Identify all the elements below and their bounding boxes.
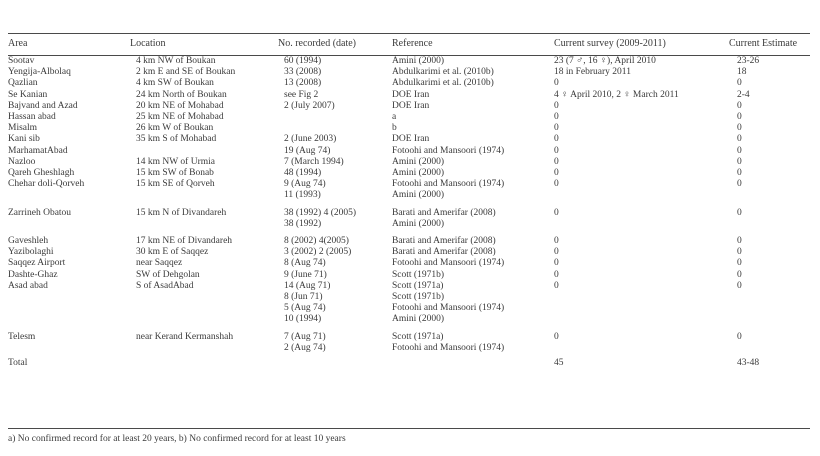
table-row [8,134,810,145]
cell-reference: a [392,112,397,123]
table-row [8,190,810,201]
table-row [8,247,810,258]
cell-area: Zarrineh Obatou [8,207,72,218]
header-current-survey: Current survey (2009-2011) [554,38,666,49]
cell-reference: Scott (1971a) [392,331,444,342]
cell-current-estimate: 0 [737,168,742,179]
cell-area: Nazloo [8,156,36,167]
cell-current-estimate: 23-26 [737,56,760,66]
cell-no-recorded: 33 (2008) [284,67,322,78]
cell-location [130,303,278,314]
total-cell-reference [392,354,554,369]
cell-current-estimate: 0 [737,269,742,280]
cell-location: 20 km NE of Mohabad [136,100,224,111]
cell-area [8,314,130,325]
cell-area: MarhamatAbad [8,145,68,156]
cell-current-estimate: 0 [737,112,742,123]
cell-location: S of AsadAbad [136,280,194,291]
cell-current-survey: 0 [554,280,559,291]
cell-no-recorded [278,123,392,134]
cell-location: 4 km SW of Boukan [136,78,214,89]
cell-reference: DOE Iran [392,134,430,145]
cell-no-recorded: 7 (March 1994) [284,156,344,167]
cell-current-survey: 0 [554,247,559,258]
cell-area: Asad abad [8,280,48,291]
cell-location: 15 km N of Divandareh [136,207,227,218]
cell-no-recorded [278,112,392,123]
cell-location: 35 km S of Mohabad [136,134,217,145]
cell-location [130,343,278,354]
cell-no-recorded: 7 (Aug 71) [284,331,326,342]
table-bottom-rule [8,428,810,429]
table-row [8,67,810,78]
cell-current-estimate: 18 [737,67,747,78]
cell-reference: Barati and Amerifar (2008) [392,236,496,247]
cell-reference: Fotoohi and Mansoori (1974) [392,303,505,314]
cell-current-survey: 0 [554,258,559,269]
cell-no-recorded: 38 (1992) [284,218,322,229]
table-row [8,78,810,89]
table-header [8,36,810,56]
cell-reference: Amini (2000) [392,168,444,179]
cell-location [130,190,278,201]
cell-area: Misalm [8,123,38,134]
cell-area: Chehar doli-Qorveh [8,179,85,190]
cell-current-survey [554,219,729,230]
table-row [8,292,810,303]
cell-current-survey: 0 [554,112,559,123]
cell-current-estimate [729,314,810,325]
header-current-estimate: Current Estimate [729,38,798,49]
total-cell-current-estimate: 43-48 [737,358,760,369]
table-row [8,146,810,157]
cell-no-recorded: 13 (2008) [284,78,322,89]
cell-reference: Abdulkarimi et al. (2010b) [392,67,494,78]
cell-location: 26 km W of Boukan [136,123,214,134]
cell-reference: Scott (1971b) [392,292,444,303]
cell-location: 2 km E and SE of Boukan [136,67,236,78]
cell-current-survey: 23 (7 ♂, 16 ♀), April 2010 [554,56,656,66]
cell-current-estimate: 0 [737,236,742,247]
cell-no-recorded: 2 (July 2007) [284,100,335,111]
cell-current-estimate: 0 [737,123,742,134]
cell-area: Bajvand and Azad [8,100,78,111]
cell-area: Saqqez Airport [8,258,66,269]
table-row [8,332,810,343]
table-row [8,208,810,219]
cell-reference: b [392,123,397,134]
cell-current-survey: 18 in February 2011 [554,67,631,78]
cell-area: Sootav [8,56,35,66]
cell-no-recorded: 8 (Jun 71) [284,292,323,303]
table-row [8,314,810,325]
total-cell-area: Total [8,358,28,369]
cell-reference: Scott (1971a) [392,280,444,291]
cell-area: Gaveshleh [8,236,49,247]
table-row [8,168,810,179]
table-top-rule [8,33,810,34]
cell-current-estimate: 0 [737,331,742,342]
cell-no-recorded: 2 (Aug 74) [284,342,326,353]
records-table [8,36,810,369]
cell-reference: Fotoohi and Mansoori (1974) [392,179,505,190]
table-row [8,101,810,112]
table-row [8,56,810,67]
table-row [8,90,810,101]
cell-current-survey [554,292,729,303]
cell-no-recorded: 8 (Aug 74) [284,258,326,269]
cell-reference: Amini (2000) [392,190,444,201]
cell-reference: DOE Iran [392,100,430,111]
cell-area: Qareh Gheshlagh [8,168,75,179]
cell-location: 25 km NE of Mohabad [136,112,224,123]
cell-location [130,146,278,157]
cell-current-estimate: 0 [737,258,742,269]
cell-no-recorded: 9 (June 71) [284,269,327,280]
cell-current-survey [554,190,729,201]
cell-current-estimate: 0 [737,78,742,89]
table-row [8,157,810,168]
table-row [8,281,810,292]
cell-current-estimate [729,343,810,354]
cell-current-survey: 0 [554,123,559,134]
cell-location: near Kerand Kermanshah [136,331,234,342]
cell-current-survey: 0 [554,100,559,111]
cell-no-recorded: 11 (1993) [284,190,321,201]
cell-current-survey [554,343,729,354]
cell-current-survey: 0 [554,134,559,145]
table-row [8,236,810,247]
table-row [8,123,810,134]
cell-reference: Amini (2000) [392,314,444,325]
cell-area [8,303,130,314]
header-area: Area [8,38,28,49]
cell-current-estimate: 0 [737,145,742,156]
cell-no-recorded: 19 (Aug 74) [284,145,331,156]
table-footnote: a) No confirmed record for at least 20 years, b) No confirmed record for at least 10 years [8,434,346,444]
cell-reference: Amini (2000) [392,218,444,229]
table-row [8,179,810,190]
cell-reference: Amini (2000) [392,156,444,167]
cell-no-recorded: 3 (2002) 2 (2005) [284,247,352,258]
cell-reference: DOE Iran [392,89,430,100]
table-row [8,303,810,314]
cell-current-survey: 0 [554,156,559,167]
cell-location: SW of Dehgolan [136,269,200,280]
total-row [8,354,810,369]
table-row [8,219,810,230]
cell-current-survey: 0 [554,145,559,156]
cell-current-survey: 0 [554,331,559,342]
cell-reference: Amini (2000) [392,56,444,66]
cell-location [130,292,278,303]
cell-area: Yazibolaghi [8,247,54,258]
cell-no-recorded: 60 (1994) [284,56,322,66]
cell-reference: Barati and Amerifar (2008) [392,247,496,258]
cell-current-estimate: 0 [737,207,742,218]
cell-current-estimate [729,219,810,230]
cell-reference: Fotoohi and Mansoori (1974) [392,258,505,269]
cell-no-recorded: 14 (Aug 71) [284,280,331,291]
cell-no-recorded: 48 (1994) [284,168,322,179]
cell-current-estimate [729,292,810,303]
cell-current-estimate [729,303,810,314]
table-row [8,258,810,269]
table-row [8,270,810,281]
cell-area: Yengija-Albolaq [8,67,71,78]
cell-current-survey: 0 [554,207,559,218]
cell-current-survey: 0 [554,78,559,89]
cell-location: 24 km North of Boukan [136,89,227,100]
cell-area: Dashte-Ghaz [8,269,58,280]
cell-area: Se Kanian [8,89,48,100]
cell-current-estimate: 2-4 [737,89,750,100]
cell-location: 14 km NW of Urmia [136,156,215,167]
cell-reference: Fotoohi and Mansoori (1974) [392,342,505,353]
cell-no-recorded: 8 (2002) 4(2005) [284,236,349,247]
cell-current-estimate: 0 [737,280,742,291]
cell-location [130,314,278,325]
cell-reference: Barati and Amerifar (2008) [392,207,496,218]
cell-location: 15 km SW of Bonab [136,168,214,179]
cell-current-survey: 0 [554,269,559,280]
cell-current-estimate: 0 [737,156,742,167]
total-cell-location [130,354,278,369]
cell-current-survey [554,303,729,314]
cell-current-survey: 0 [554,168,559,179]
cell-current-estimate: 0 [737,247,742,258]
table-row [8,112,810,123]
table-body [8,56,810,369]
cell-location: 17 km NE of Divandareh [136,236,233,247]
cell-current-estimate: 0 [737,134,742,145]
cell-area: Qazlian [8,78,38,89]
cell-no-recorded: see Fig 2 [284,89,319,100]
total-cell-current-survey: 45 [554,358,564,369]
cell-area [8,292,130,303]
cell-area: Telesm [8,331,36,342]
header-location: Location [130,38,166,49]
cell-location [130,219,278,230]
table-row [8,343,810,354]
cell-reference: Fotoohi and Mansoori (1974) [392,145,505,156]
cell-location: 15 km SE of Qorveh [136,179,215,190]
cell-no-recorded: 10 (1994) [284,314,322,325]
cell-area [8,190,130,201]
cell-current-estimate: 0 [737,100,742,111]
header-reference: Reference [392,38,433,49]
cell-area [8,343,130,354]
cell-location: 30 km E of Saqqez [136,247,209,258]
cell-location: near Saqqez [136,258,183,269]
cell-current-survey: 0 [554,236,559,247]
cell-no-recorded: 9 (Aug 74) [284,179,326,190]
cell-no-recorded: 38 (1992) 4 (2005) [284,207,357,218]
cell-location: 4 km NW of Boukan [136,56,216,66]
cell-current-estimate: 0 [737,179,742,190]
header-no-recorded: No. recorded (date) [278,38,357,49]
cell-current-survey [554,314,729,325]
cell-area [8,219,130,230]
cell-current-estimate [729,190,810,201]
cell-area: Kani sib [8,134,40,145]
cell-no-recorded: 5 (Aug 74) [284,303,326,314]
total-cell-no-recorded [278,354,392,369]
cell-reference: Abdulkarimi et al. (2010b) [392,78,494,89]
cell-current-survey: 0 [554,179,559,190]
cell-area: Hassan abad [8,112,56,123]
cell-reference: Scott (1971b) [392,269,444,280]
cell-current-survey: 4 ♀ April 2010, 2 ♀ March 2011 [554,89,679,100]
cell-no-recorded: 2 (June 2003) [284,134,337,145]
